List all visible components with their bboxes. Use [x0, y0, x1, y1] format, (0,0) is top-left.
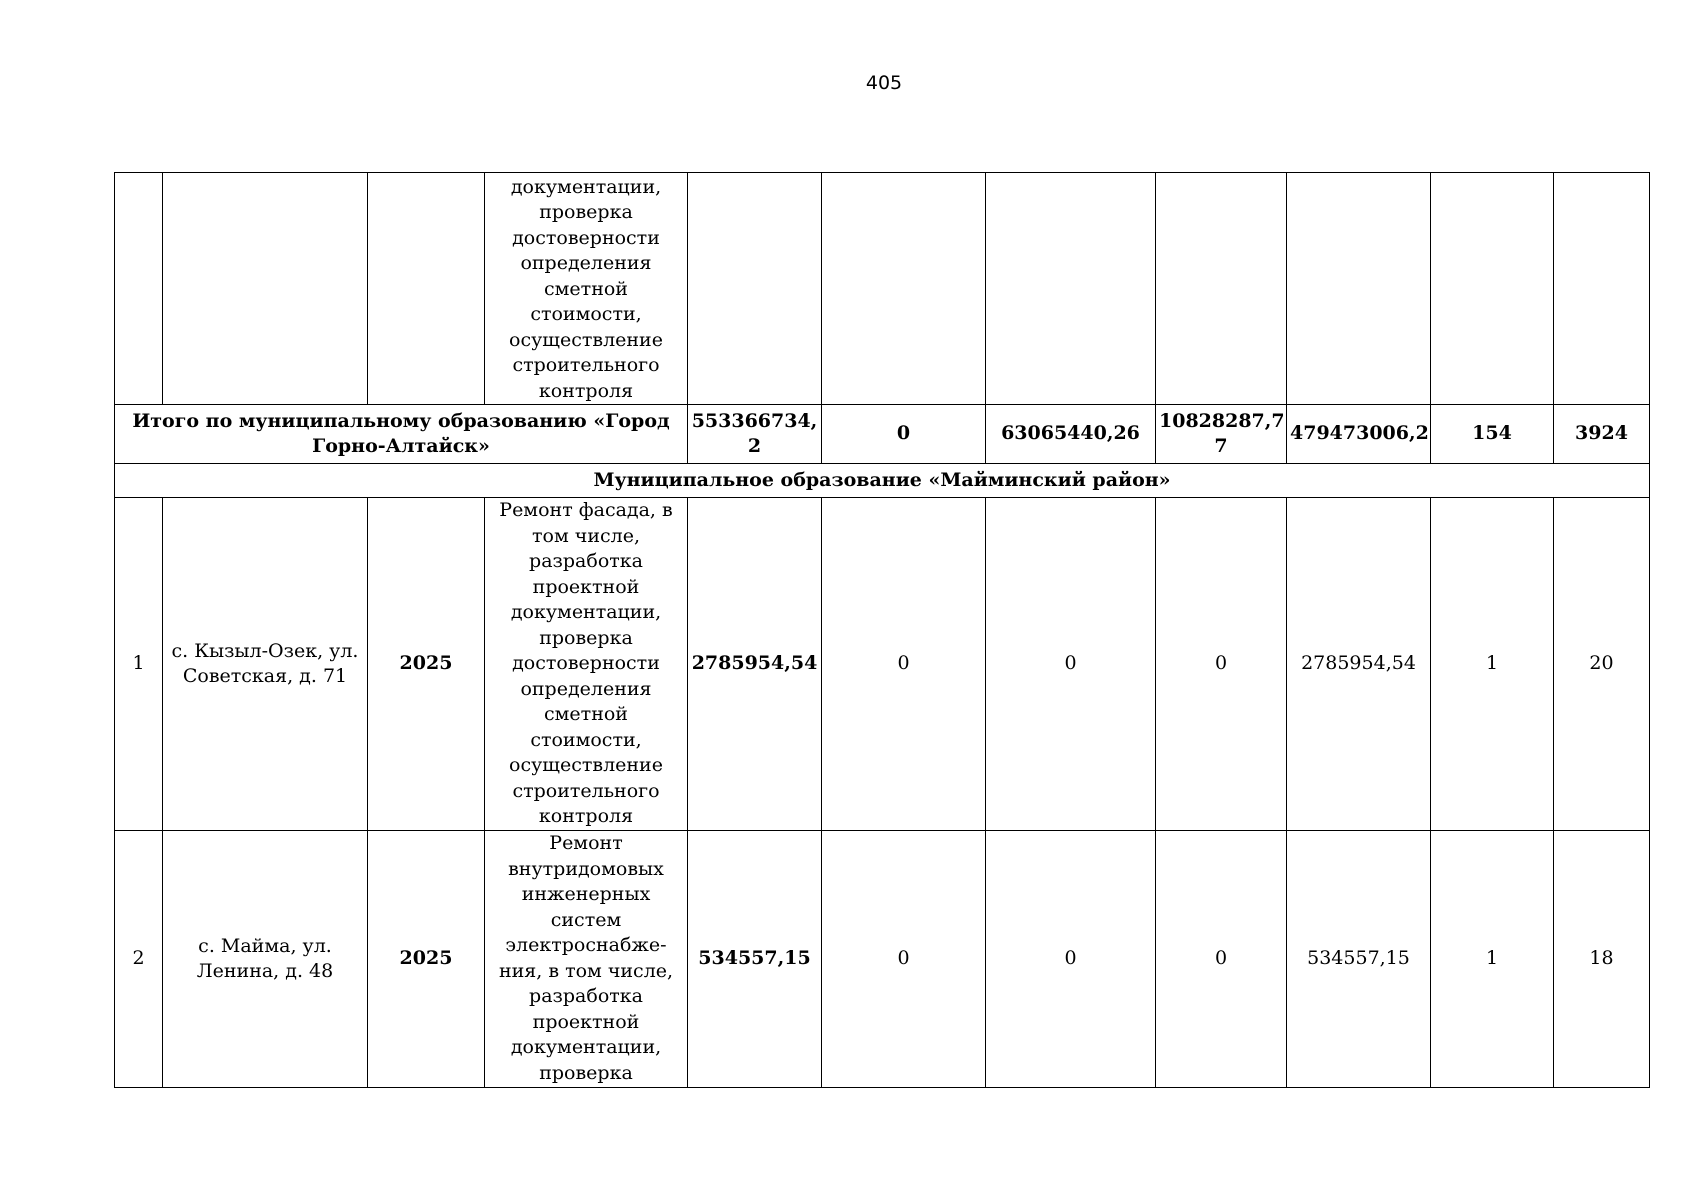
cell-year: 2025: [368, 831, 485, 1088]
cell-local: 0: [1156, 831, 1287, 1088]
table-row-continued: [115, 173, 1650, 405]
cell-num: [115, 173, 163, 405]
cell-residents: 18: [1554, 831, 1650, 1088]
cell-republic: [986, 173, 1156, 405]
section-header-row: [115, 464, 1650, 498]
cell-owners: 534557,15: [1287, 831, 1431, 1088]
total-fund: 0: [822, 405, 986, 464]
program-table: [114, 172, 1650, 1088]
total-cost: 553366734, 2: [688, 405, 822, 464]
cell-fund: [822, 173, 986, 405]
cell-residents: [1554, 173, 1650, 405]
cell-address: [163, 173, 368, 405]
cell-houses: [1431, 173, 1554, 405]
cell-year: 2025: [368, 498, 485, 831]
table-row: [115, 831, 1650, 1088]
cell-republic: 0: [986, 498, 1156, 831]
table-row: [115, 498, 1650, 831]
table-row-total: [115, 405, 1650, 464]
cell-description: Ремонт внутридомовых инженерных систем электроснабже- ния, в том числе, разработка проектной документации, проверка: [485, 831, 688, 1088]
cell-fund: 0: [822, 831, 986, 1088]
total-houses: 154: [1431, 405, 1554, 464]
cell-local: 0: [1156, 498, 1287, 831]
cell-owners: [1287, 173, 1431, 405]
cell-local: [1156, 173, 1287, 405]
cell-total-cost: 2785954,54: [688, 498, 822, 831]
cell-total-cost: [688, 173, 822, 405]
total-label: Итого по муниципальному образованию «Город Горно-Алтайск»: [115, 405, 688, 464]
cell-description: Ремонт фасада, в том числе, разработка проектной документации, проверка достоверности определения сметной стоимости, осуществление строительного контроля: [485, 498, 688, 831]
cell-num: 2: [115, 831, 163, 1088]
cell-residents: 20: [1554, 498, 1650, 831]
total-owners: 479473006,2: [1287, 405, 1431, 464]
total-local: 10828287,7 7: [1156, 405, 1287, 464]
cell-num: 1: [115, 498, 163, 831]
total-residents: 3924: [1554, 405, 1650, 464]
cell-owners: 2785954,54: [1287, 498, 1431, 831]
section-title: Муниципальное образование «Майминский район»: [115, 464, 1650, 498]
page-number: 405: [865, 72, 903, 94]
cell-houses: 1: [1431, 831, 1554, 1088]
cell-address: с. Кызыл-Озек, ул. Советская, д. 71: [163, 498, 368, 831]
cell-fund: 0: [822, 498, 986, 831]
cell-address: с. Майма, ул. Ленина, д. 48: [163, 831, 368, 1088]
cell-description: документации, проверка достоверности определения сметной стоимости, осуществление строительного контроля: [485, 173, 688, 405]
cell-year: [368, 173, 485, 405]
cell-houses: 1: [1431, 498, 1554, 831]
cell-republic: 0: [986, 831, 1156, 1088]
total-republic: 63065440,26: [986, 405, 1156, 464]
cell-total-cost: 534557,15: [688, 831, 822, 1088]
